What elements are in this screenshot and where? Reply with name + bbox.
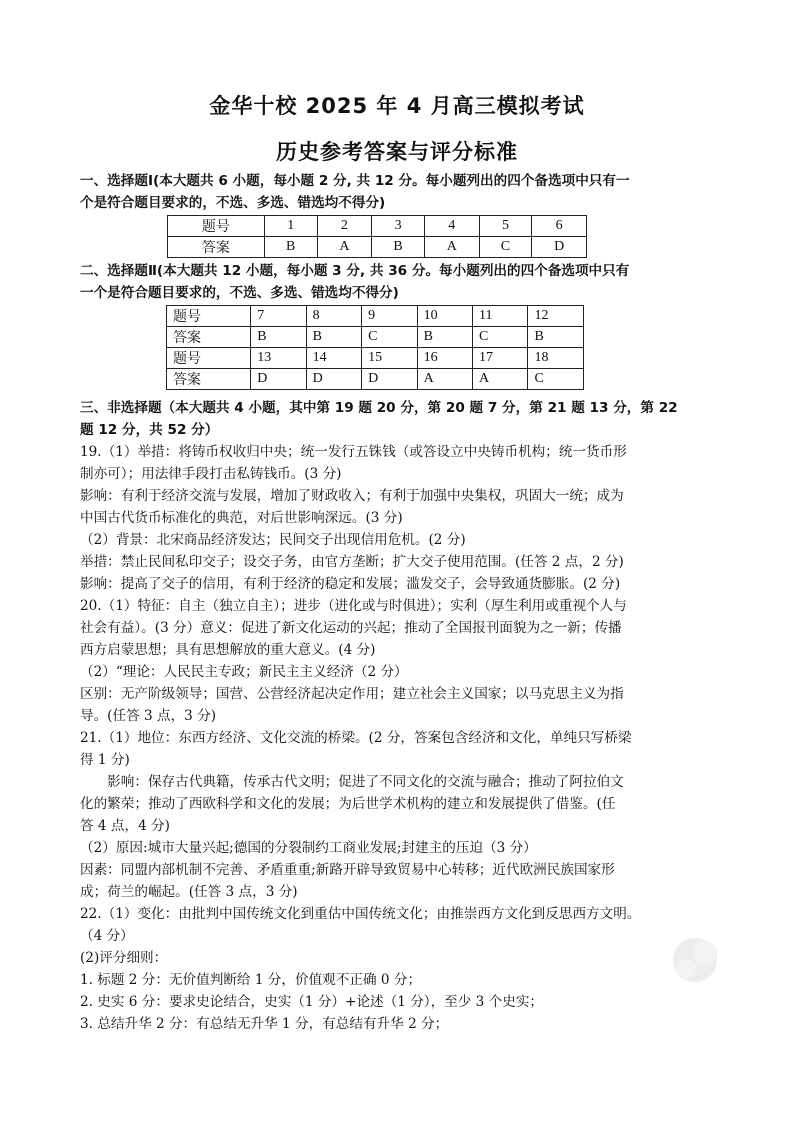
answer-cell: B [528, 327, 584, 348]
answer-cell: A [417, 369, 472, 390]
section2-heading: 二、选择题Ⅱ(本大题共 12 小题，每小题 3 分, 共 36 分。每小题列出的四个备选项中只有 [80, 263, 630, 279]
page-title: 金华十校 2025 年 4 月高三模拟考试 [209, 94, 585, 118]
answer-line: （2）“理论：人民民主专政；新民主主义经济（2 分） [80, 664, 408, 680]
question-number: 4 [424, 216, 479, 237]
answer-cell: B [251, 327, 306, 348]
table-row [167, 327, 584, 348]
answer-line: （4 分） [80, 928, 134, 944]
table-row [167, 348, 584, 369]
question-number: 15 [362, 348, 417, 369]
table-row [168, 237, 587, 258]
row-label: 答案 [167, 369, 251, 390]
page-subtitle: 历史参考答案与评分标准 [276, 140, 518, 164]
answer-line: 答 4 点，4 分) [80, 818, 170, 834]
row-label: 题号 [167, 306, 251, 327]
answer-line: 社会有益）。(3 分）意义：促进了新文化运动的兴起；推动了全国报刊面貌为之一新；传播 [80, 620, 622, 636]
row-label: 答案 [168, 237, 265, 258]
answer-line: 西方启蒙思想；具有思想解放的重大意义。(4 分) [80, 642, 376, 658]
answer-line: 2. 史实 6 分：要求史论结合，史实（1 分）+论述（1 分），至少 3 个史实； [80, 994, 544, 1010]
answer-line: 化的繁荣；推动了西欧科学和文化的发展；为后世学术机构的建立和发展提供了借鉴。(任 [80, 796, 616, 812]
answer-table-section1 [167, 215, 587, 258]
answer-line: 1. 标题 2 分：无价值判断给 1 分，价值观不正确 0 分； [80, 972, 422, 988]
question-number: 5 [479, 216, 532, 237]
answer-line: 区别：无产阶级领导；国营、公营经济起决定作用；建立社会主义国家；以马克思主义为指 [80, 686, 624, 702]
answer-cell: D [251, 369, 306, 390]
section1-heading-cont: 个是符合题目要求的，不选、多选、错选均不得分) [80, 195, 386, 211]
row-label: 题号 [168, 216, 265, 237]
answer-line: 举措：禁止民间私印交子；设交子务，由官方垄断；扩大交子使用范围。(任答 2 点，2 分) [80, 554, 624, 570]
question-number: 10 [417, 306, 472, 327]
table-row [168, 216, 587, 237]
section3-heading: 三、非选择题（本大题共 4 小题，其中第 19 题 20 分，第 20 题 7 分，第 21 题 13 分，第 22 [80, 400, 678, 416]
answer-line: 影响：有利于经济交流与发展，增加了财政收入；有利于加强中央集权，巩固大一统；成为 [80, 488, 624, 504]
row-label: 答案 [167, 327, 251, 348]
answer-line: （2）背景：北宋商品经济发达；民间交子出现信用危机。(2 分) [80, 532, 466, 548]
row-label: 题号 [167, 348, 251, 369]
answer-cell: C [362, 327, 417, 348]
question-number: 11 [473, 306, 528, 327]
answer-line: 因素：同盟内部机制不完善、矛盾重重;新路开辟导致贸易中心转移；近代欧洲民族国家形 [80, 862, 615, 878]
question-number: 16 [417, 348, 472, 369]
question-number: 12 [528, 306, 584, 327]
answer-line: 22.（1）变化：由批判中国传统文化到重估中国传统文化；由推崇西方文化到反思西方文明。 [80, 906, 641, 922]
answer-table-section2 [166, 305, 584, 390]
answer-cell: A [473, 369, 528, 390]
answer-cell: C [473, 327, 528, 348]
answer-cell: B [264, 237, 317, 258]
question-number: 3 [372, 216, 425, 237]
answer-line: 成；荷兰的崛起。(任答 3 点，3 分) [80, 884, 298, 900]
section2-heading-cont: 一个是符合题目要求的，不选、多选、错选均不得分) [80, 285, 399, 301]
question-number: 14 [306, 348, 361, 369]
answer-line: 中国古代货币标准化的典范，对后世影响深远。(3 分) [80, 510, 403, 526]
section3-heading-cont: 题 12 分，共 52 分） [80, 422, 219, 438]
answer-line: 20.（1）特征：自主（独立自主）；进步（进化或与时俱进）；实利（厚生利用或重视个人与 [80, 598, 627, 614]
question-number: 18 [528, 348, 584, 369]
answer-line: 影响：提高了交子的信用，有利于经济的稳定和发展；滥发交子，会导致通货膨胀。(2 分) [80, 576, 621, 592]
table-row [167, 369, 584, 390]
answer-cell: C [479, 237, 532, 258]
answer-cell: A [317, 237, 372, 258]
section1-heading: 一、选择题Ⅰ(本大题共 6 小题，每小题 2 分, 共 12 分。每小题列出的四个备选项中只有一 [80, 173, 630, 189]
question-number: 8 [306, 306, 361, 327]
answer-cell: D [362, 369, 417, 390]
answer-line: 制亦可）；用法律手段打击私铸钱币。(3 分) [80, 466, 342, 482]
answer-cell: D [532, 237, 587, 258]
answer-line: 21.（1）地位：东西方经济、文化交流的桥梁。(2 分，答案包含经济和文化，单纯只写桥梁 [80, 730, 632, 746]
answer-line: 3. 总结升华 2 分：有总结无升华 1 分，有总结有升华 2 分； [80, 1016, 449, 1032]
answer-cell: A [424, 237, 479, 258]
answer-line: 影响：保存古代典籍，传承古代文明；促进了不同文化的交流与融合；推动了阿拉伯文 [80, 774, 624, 790]
watermark-smudge [660, 925, 730, 995]
answer-line: （2）原因:城市大量兴起;德国的分裂制约工商业发展;封建主的压迫（3 分） [80, 840, 537, 856]
answer-line: 得 1 分) [80, 752, 130, 768]
question-number: 7 [251, 306, 306, 327]
answer-cell: B [417, 327, 472, 348]
answer-line: 导。(任答 3 点，3 分) [80, 708, 217, 724]
answer-cell: B [306, 327, 361, 348]
answer-cell: B [372, 237, 425, 258]
answer-cell: D [306, 369, 361, 390]
question-number: 13 [251, 348, 306, 369]
question-number: 9 [362, 306, 417, 327]
question-number: 6 [532, 216, 587, 237]
table-row [167, 306, 584, 327]
question-number: 1 [264, 216, 317, 237]
question-number: 2 [317, 216, 372, 237]
answer-line: (2)评分细则： [80, 950, 168, 966]
answer-line: 19.（1）举措：将铸币权收归中央；统一发行五铢钱（或答设立中央铸币机构；统一货币形 [80, 444, 627, 460]
answer-cell: C [528, 369, 584, 390]
question-number: 17 [473, 348, 528, 369]
